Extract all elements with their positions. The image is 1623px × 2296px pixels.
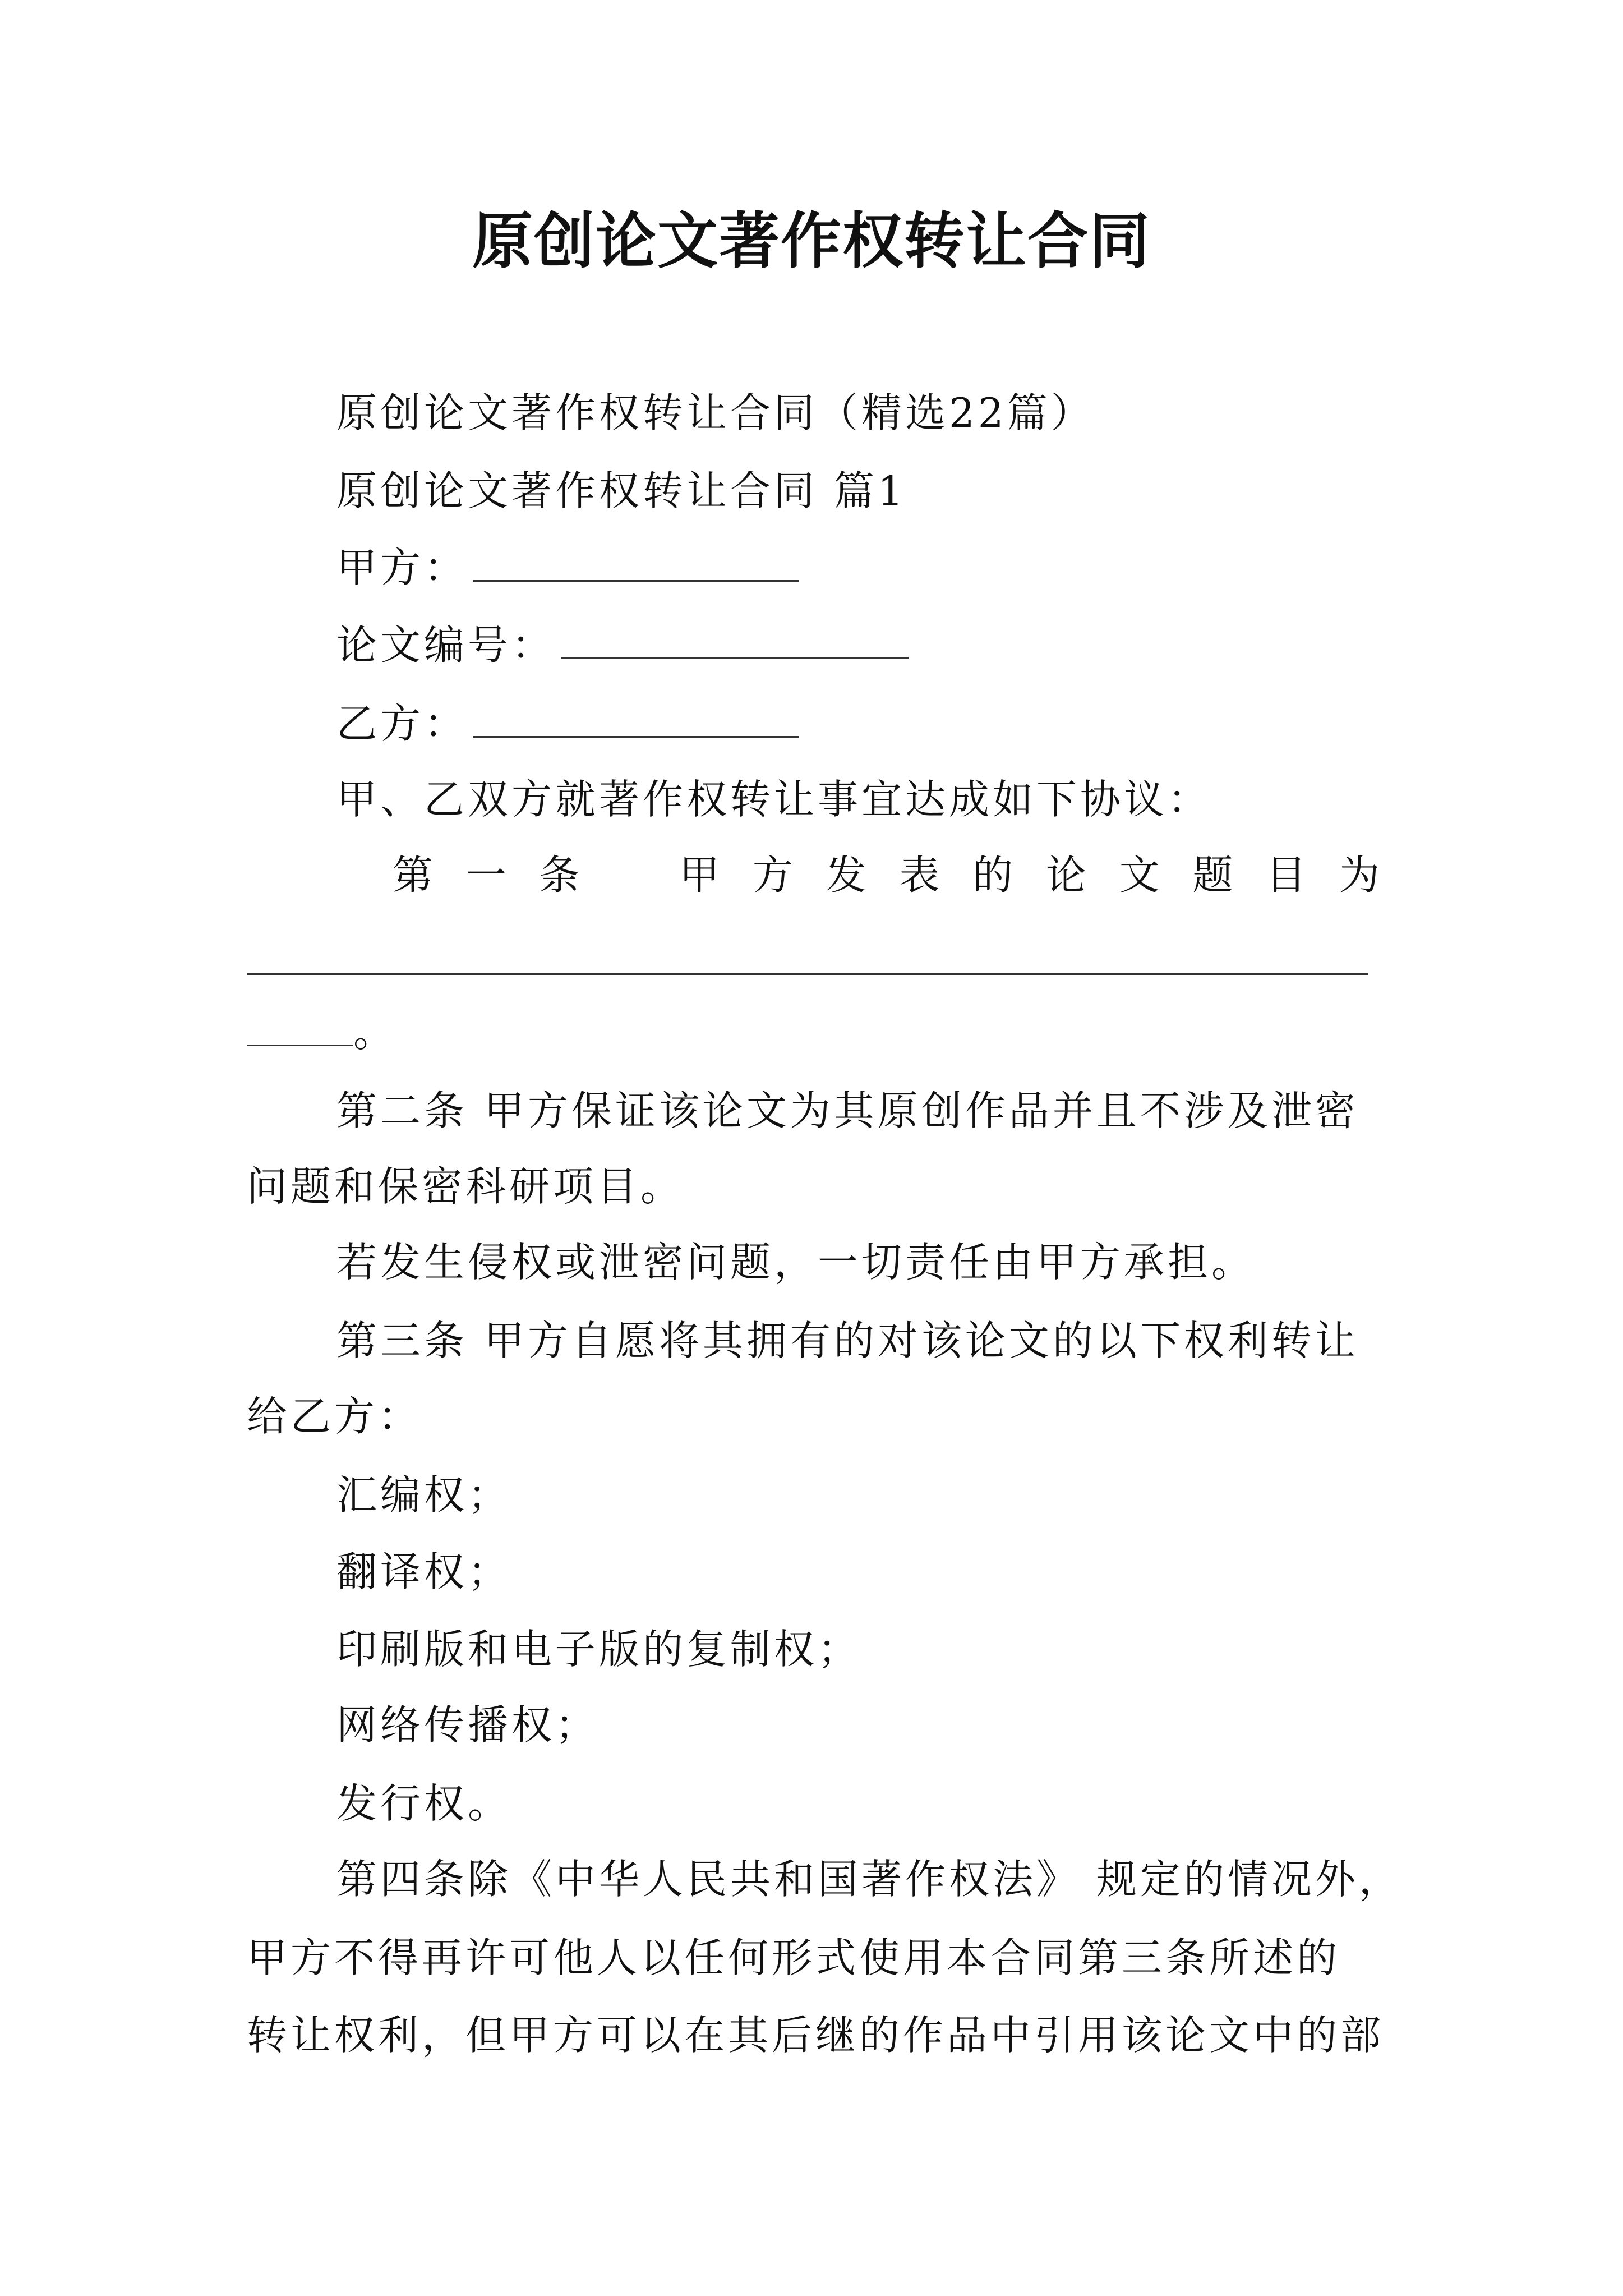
article2-line3: 若发生侵权或泄密问题，一切责任由甲方承担。 [336, 1239, 1256, 1286]
right-item: 印刷版和电子版的复制权； [336, 1626, 862, 1673]
article1-gap [612, 847, 646, 903]
party-b-blank [473, 702, 799, 738]
article1-char: 条 [539, 852, 580, 899]
article1-char: 题 [1192, 852, 1233, 899]
right-item: 发行权。 [336, 1780, 512, 1827]
article2-line1: 第二条 甲方保证该论文为其原创作品并且不涉及泄密 [336, 1087, 1359, 1134]
article1-char: 发 [826, 852, 866, 899]
article4-line1: 第四条除《中华人民共和国著作权法》 规定的情况外， [336, 1856, 1403, 1903]
right-item: 汇编权； [336, 1471, 512, 1519]
party-a-blank [473, 546, 799, 582]
article3-line1: 第三条 甲方自愿将其拥有的对该论文的以下权利转让 [336, 1317, 1359, 1364]
article1-char: 目 [1266, 852, 1307, 899]
agreement-intro: 甲、乙双方就著作权转让事宜达成如下协议： [336, 776, 1212, 823]
article4-line3: 转让权利，但甲方可以在其后继的作品中引用该论文中的部 [247, 2012, 1385, 2059]
paper-number-row [336, 617, 909, 673]
right-item: 网络传播权； [336, 1701, 600, 1749]
article1-heading [393, 847, 1380, 903]
article1-end-row [247, 1004, 397, 1060]
article1-char: 的 [972, 852, 1013, 899]
article1-char: 表 [899, 852, 940, 899]
article2-line2: 问题和保密科研项目。 [247, 1163, 685, 1210]
article1-end: 。 [353, 1009, 398, 1056]
article1-char: 第 [393, 852, 434, 899]
article1-short-blank [247, 1014, 353, 1046]
paper-number-blank [561, 624, 909, 659]
party-a-label: 甲方： [336, 544, 468, 591]
article1-char: 论 [1045, 852, 1086, 899]
document-subtitle: 原创论文著作权转让合同（精选22篇） [336, 389, 1095, 436]
article1-char: 为 [1339, 852, 1380, 899]
document-title: 原创论文著作权转让合同 [472, 206, 1151, 277]
article1-char: 方 [752, 852, 793, 899]
article4-line2: 甲方不得再许可他人以任何形式使用本合同第三条所述的 [247, 1934, 1341, 1981]
party-b-label: 乙方： [336, 700, 468, 747]
party-b-row [336, 696, 799, 752]
paper-number-label: 论文编号： [336, 622, 556, 669]
section-heading: 原创论文著作权转让合同 篇1 [336, 467, 907, 514]
article1-char: 文 [1119, 852, 1160, 899]
party-a-row [336, 540, 799, 596]
article1-title-blank [247, 973, 1368, 975]
article1-char: 甲 [679, 852, 720, 899]
article3-line2: 给乙方： [247, 1393, 422, 1440]
right-item: 翻译权； [336, 1548, 512, 1595]
article1-char: 一 [465, 852, 506, 899]
